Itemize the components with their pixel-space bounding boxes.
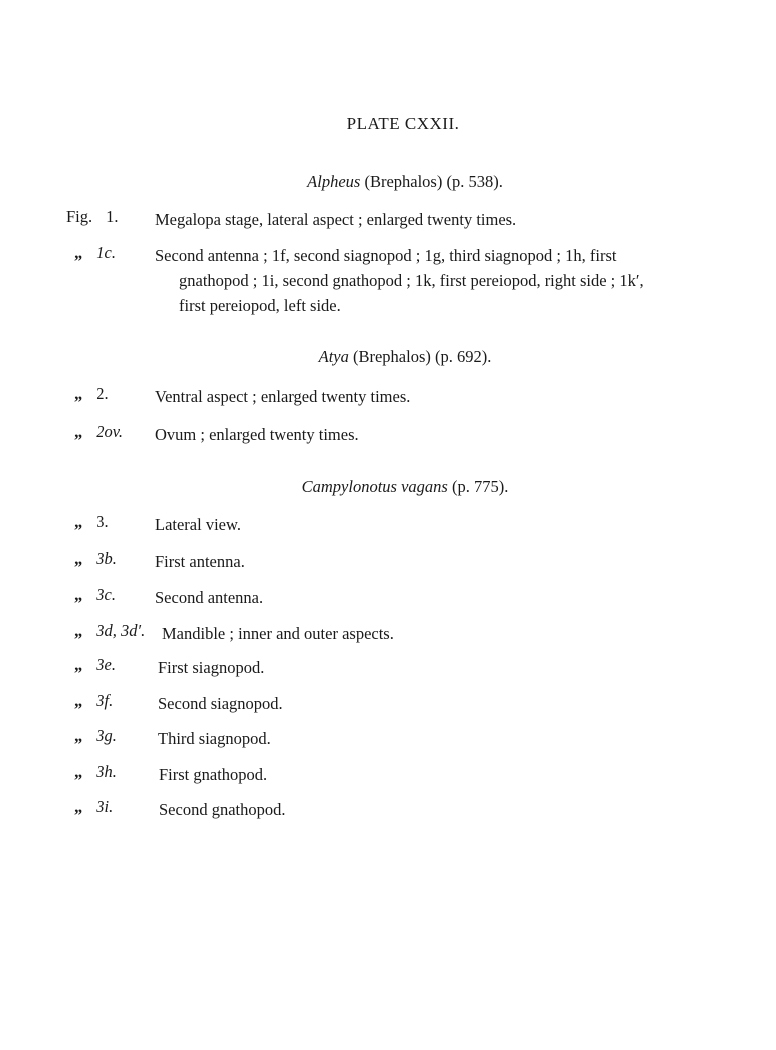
- ditto-mark: „: [74, 422, 83, 441]
- figure-description: Third siagnopod.: [158, 729, 271, 748]
- ditto-mark: „: [74, 726, 83, 745]
- genus-name: Atya: [318, 347, 349, 366]
- figure-number: 3.: [96, 512, 109, 531]
- genus-name: Campylonotus vagans: [301, 477, 448, 496]
- figure-label: [74, 621, 145, 641]
- figure-label: [74, 512, 109, 532]
- ditto-mark: „: [74, 691, 83, 710]
- figure-label: [74, 384, 109, 404]
- figure-description: Megalopa stage, lateral aspect ; enlarged twenty times.: [155, 210, 517, 229]
- figure-label: [74, 726, 117, 746]
- section-heading-atya: [0, 347, 776, 367]
- description-line: gnathopod ; 1i, second gnathopod ; 1k, first pereiopod, right side ; 1k′,: [179, 271, 644, 290]
- figure-label: [66, 207, 119, 227]
- figure-description: Second siagnopod.: [158, 694, 283, 713]
- figure-label: [74, 549, 117, 569]
- ditto-mark: „: [74, 243, 83, 262]
- figure-label: [74, 762, 117, 782]
- figure-description: Second gnathopod.: [159, 800, 286, 819]
- figure-number: 1c.: [96, 243, 116, 262]
- figure-label: [74, 422, 123, 442]
- figure-description: First gnathopod.: [159, 765, 268, 784]
- section-source: (Brephalos) (p. 692).: [352, 347, 492, 366]
- figure-number: 3c.: [96, 585, 116, 604]
- figure-description: Second antenna.: [155, 588, 264, 607]
- figure-number: 3b.: [96, 549, 117, 568]
- ditto-mark: „: [74, 797, 83, 816]
- figure-description: First antenna.: [155, 552, 245, 571]
- figure-number: 2ov.: [96, 422, 123, 441]
- ditto-mark: „: [74, 762, 83, 781]
- figure-description: First siagnopod.: [158, 658, 265, 677]
- ditto-mark: „: [74, 384, 83, 403]
- figure-number: 3f.: [96, 691, 114, 710]
- figure-description: [155, 243, 720, 318]
- plate-title: PLATE CXXII.: [346, 114, 460, 133]
- figure-number: 2.: [96, 384, 109, 403]
- description-line: Second antenna ; 1f, second siagnopod ; 1g, third siagnopod ; 1h, first: [155, 246, 617, 265]
- figure-number: 3d, 3d′.: [96, 621, 146, 640]
- figure-number: 1.: [106, 207, 119, 226]
- ditto-mark: „: [74, 549, 83, 568]
- ditto-mark: „: [74, 585, 83, 604]
- genus-name: Alpheus: [307, 172, 361, 191]
- figure-number: 3e.: [96, 655, 116, 674]
- figure-description: Ovum ; enlarged twenty times.: [155, 425, 359, 444]
- ditto-mark: „: [74, 512, 83, 531]
- figure-description: Mandible ; inner and outer aspects.: [162, 624, 394, 643]
- figure-label: [74, 243, 116, 263]
- section-source: (Brephalos) (p. 538).: [364, 172, 503, 191]
- figure-number: 3h.: [96, 762, 117, 781]
- figure-prefix: Fig.: [66, 207, 93, 226]
- section-source: (p. 775).: [451, 477, 509, 496]
- ditto-mark: „: [74, 655, 83, 674]
- section-heading-alpheus: [0, 172, 776, 192]
- figure-number: 3i.: [96, 797, 114, 816]
- figure-description: Lateral view.: [155, 515, 241, 534]
- figure-label: [74, 585, 116, 605]
- figure-number: 3g.: [96, 726, 117, 745]
- ditto-mark: „: [74, 621, 83, 640]
- figure-label: [74, 797, 113, 817]
- section-heading-campylonotus: [0, 477, 776, 497]
- figure-description: Ventral aspect ; enlarged twenty times.: [155, 387, 411, 406]
- figure-label: [74, 655, 116, 675]
- description-line: first pereiopod, left side.: [179, 296, 341, 315]
- figure-label: [74, 691, 113, 711]
